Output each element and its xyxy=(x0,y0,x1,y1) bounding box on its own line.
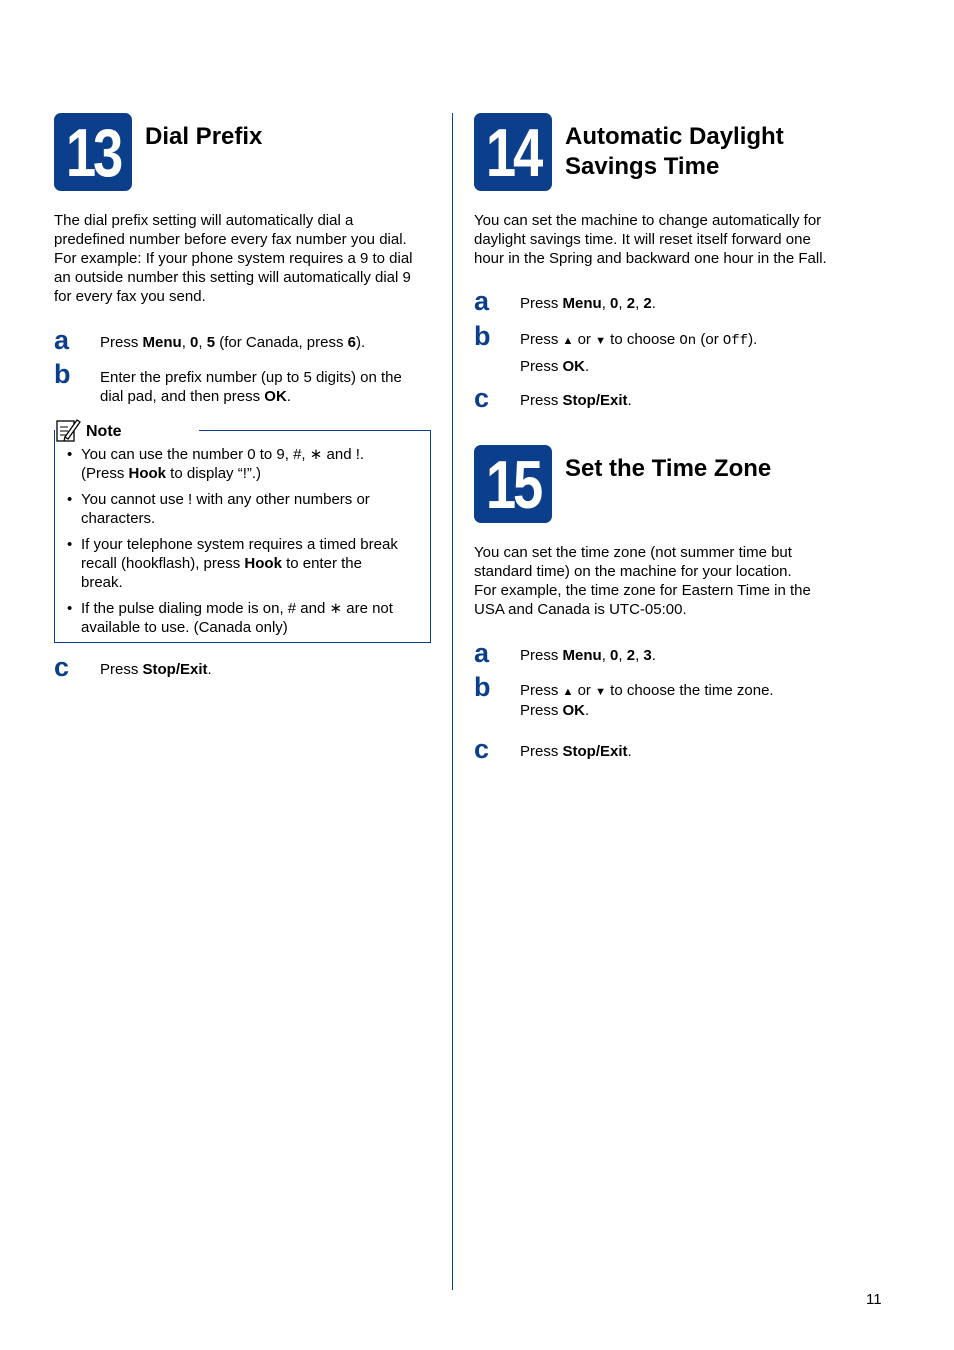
step-instruction: Press Menu, 0, 5 (for Canada, press 6). xyxy=(100,334,366,351)
note-pencil-icon xyxy=(55,417,81,443)
intro-line: You can set the time zone (not summer time but xyxy=(474,544,792,561)
note-item: If the pulse dialing mode is on, # and ∗ are not available to use. (Canada only) xyxy=(81,600,393,636)
bullet: • xyxy=(67,491,73,508)
step-instruction: Press Menu, 0, 2, 3. xyxy=(520,647,656,664)
intro-line: For example: If your phone system requires a 9 to dial xyxy=(54,250,413,267)
step-letter: c xyxy=(474,734,490,764)
step-instruction: Press Stop/Exit. xyxy=(520,743,632,760)
down-arrow-icon: ▼ xyxy=(595,335,606,347)
bullet: • xyxy=(67,536,73,553)
intro-line: USA and Canada is UTC-05:00. xyxy=(474,601,687,618)
step-instruction: Press ▲ or ▼ to choose the time zone. Press OK. xyxy=(520,682,774,719)
bullet: • xyxy=(67,600,73,617)
step-letter: a xyxy=(474,638,490,668)
note-item: You cannot use ! with any other numbers or characters. xyxy=(81,491,370,527)
down-arrow-icon: ▼ xyxy=(595,686,606,698)
step-instruction: Press Menu, 0, 2, 2. xyxy=(520,295,656,312)
step-number: 14 xyxy=(485,115,541,191)
step-number: 13 xyxy=(65,115,121,191)
intro-line: You can set the machine to change automatically for xyxy=(474,212,822,229)
note-item: You can use the number 0 to 9, #, ∗ and !. (Press Hook to display “!”.) xyxy=(81,446,365,482)
step-letter: c xyxy=(474,383,490,413)
step-number: 15 xyxy=(485,447,541,523)
step-letter: b xyxy=(474,321,491,351)
step-letter: a xyxy=(54,325,70,355)
intro-line: daylight savings time. It will reset itself forward one xyxy=(474,231,811,248)
step-instruction: Press Stop/Exit. xyxy=(520,392,632,409)
intro-line: an outside number this setting will automatically dial 9 xyxy=(54,269,411,286)
section-title: Automatic Daylight Savings Time xyxy=(565,123,784,180)
section-intro xyxy=(474,543,874,619)
intro-line: The dial prefix setting will automatically dial a xyxy=(54,212,354,229)
note-item: If your telephone system requires a timed break recall (hookflash), press Hook to enter the break. xyxy=(81,536,398,591)
intro-line: predefined number before every fax number you dial. xyxy=(54,231,407,248)
bullet: • xyxy=(67,446,73,463)
note-label: Note xyxy=(86,423,122,440)
note-top-rule xyxy=(199,430,430,431)
section-title: Set the Time Zone xyxy=(565,455,772,482)
up-arrow-icon: ▲ xyxy=(562,686,574,698)
page-number: 11 xyxy=(866,1291,882,1308)
section-title: Dial Prefix xyxy=(145,123,263,150)
up-arrow-icon: ▲ xyxy=(562,335,574,347)
step-instruction: Enter the prefix number (up to 5 digits) on the dial pad, and then press OK. xyxy=(100,369,402,405)
step-letter: c xyxy=(54,652,70,682)
intro-line: for every fax you send. xyxy=(54,288,206,305)
step-number-badge xyxy=(54,113,132,191)
section-intro xyxy=(474,211,874,268)
step-letter: b xyxy=(474,672,491,702)
step-letter: b xyxy=(54,359,71,389)
intro-line: For example, the time zone for Eastern Time in the xyxy=(474,582,811,599)
section-intro xyxy=(54,211,434,306)
intro-line: hour in the Spring and backward one hour in the Fall. xyxy=(474,250,827,267)
step-instruction: Press Stop/Exit. xyxy=(100,661,212,678)
column-divider xyxy=(452,113,453,1290)
step-number-badge xyxy=(474,113,552,191)
intro-line: standard time) on the machine for your location. xyxy=(474,563,792,580)
step-instruction: Press ▲ or ▼ to choose On (or Off). Press OK. xyxy=(520,331,758,375)
step-number-badge xyxy=(474,445,552,523)
step-letter: a xyxy=(474,286,490,316)
